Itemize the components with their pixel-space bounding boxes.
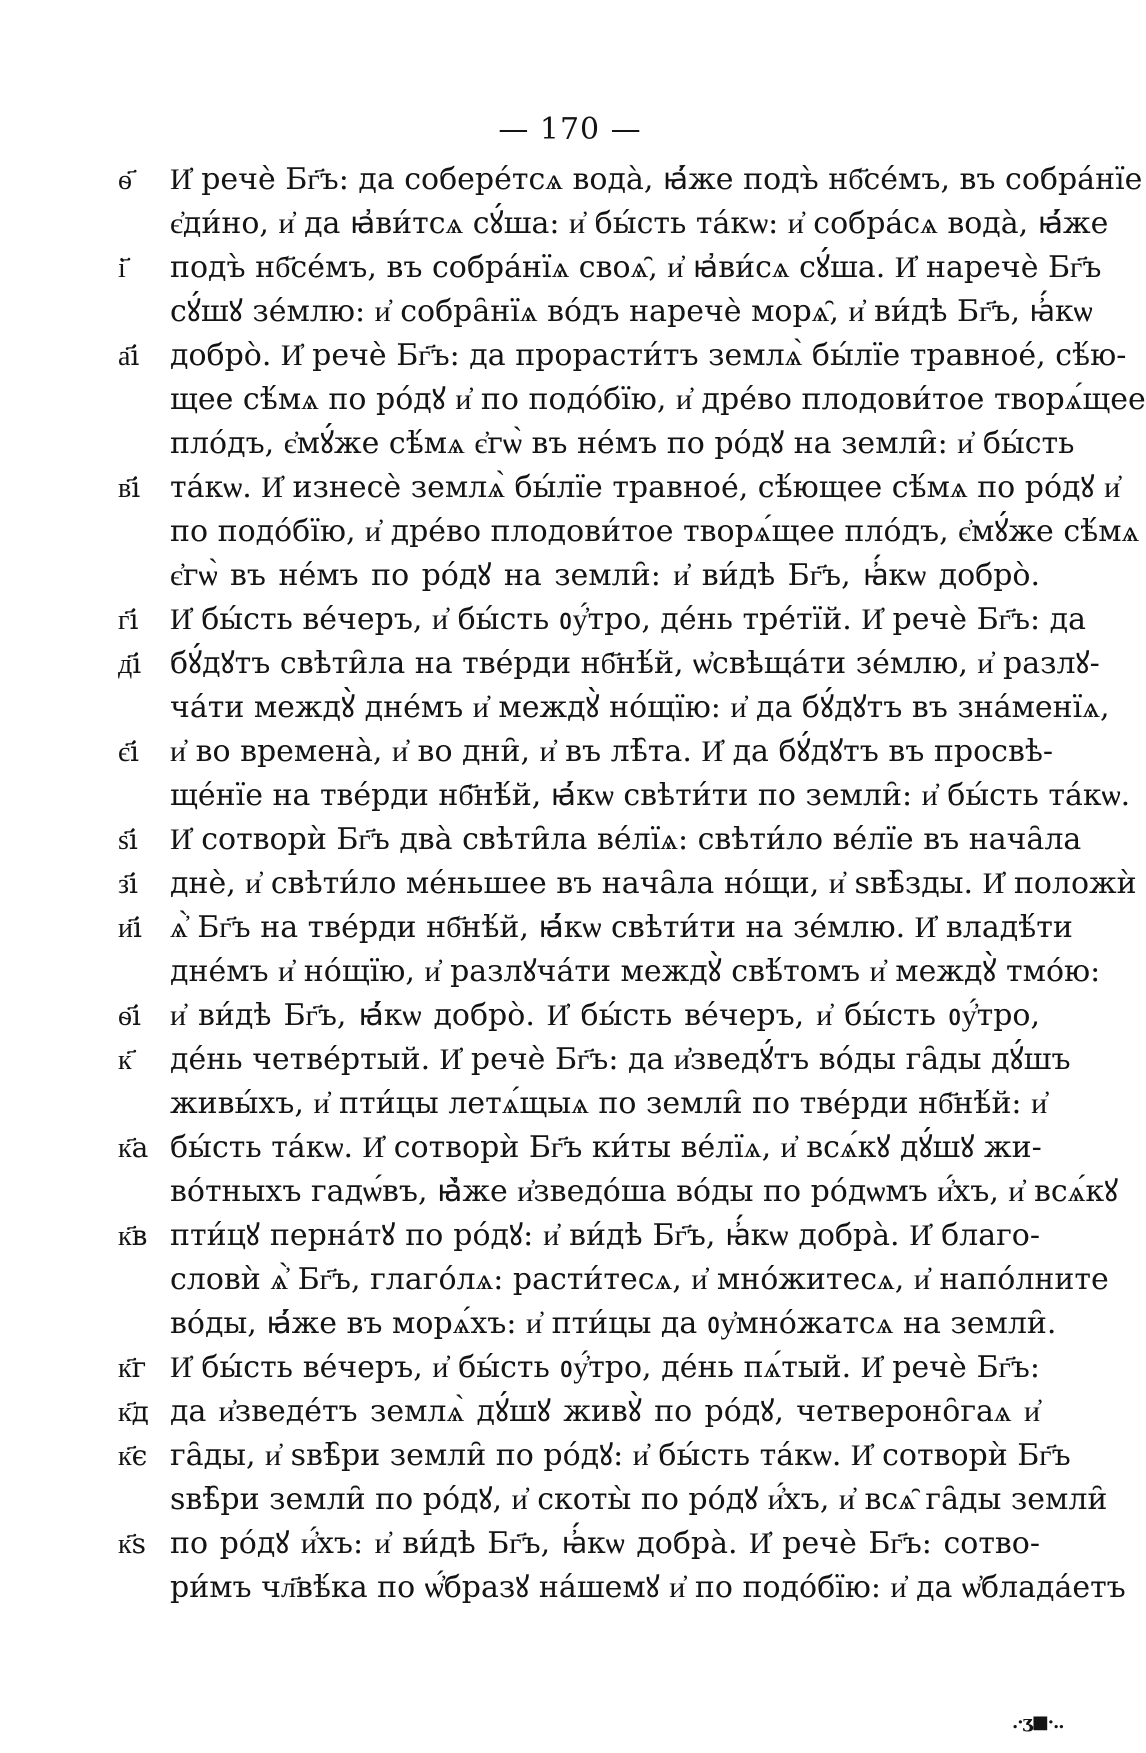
text-line: ча́ти междꙋ̀ дне́мъ и҆ междꙋ̀ но́щїю: и҆ да бꙋ́дꙋтъ въ зна́менїѧ, <box>170 690 1110 725</box>
verse-number: к҃д <box>118 1395 149 1428</box>
verse-number: д҃і <box>118 647 142 680</box>
text-line: во́тныхъ гадѡ́въ, ꙗ҆̀же и҆зведо́ша во́ды по ро́дѡмъ и҆́хъ, и҆ всѧ́кꙋ <box>170 1174 1119 1209</box>
verse-number: к҃ <box>118 1043 132 1076</box>
text-line: словѝ ѧ҆̀ Бг҃ъ, глаго́лѧ: расти́тесѧ, и҆ мно́житесѧ, и҆ напо́лните <box>170 1262 1109 1297</box>
text-line: живы́хъ, и҆ пти́цы летѧ́щыѧ по земли̑ по тве́рди нб҃нѣ́й: и҆ <box>170 1086 1048 1121</box>
verse-number: ѳ҃ <box>118 163 132 196</box>
text-line: та́кѡ. И҆ изнесѐ землѧ̀ бы́лїе травное́, сѣ́ющее сѣ́мѧ по ро́дꙋ и҆ <box>170 470 1121 505</box>
verse-number: к҃є <box>118 1439 148 1472</box>
text-line: во́ды, ꙗ҆́же въ морѧ́хъ: и҆ пти́цы да ᲂу҆мно́жатсѧ на земли̑. <box>170 1306 1057 1341</box>
verse-number <box>118 1081 160 1127</box>
text-line: и҆ ви́дѣ Бг҃ъ, ꙗ҆́кѡ добро̀. И҆ бы́сть ве́черъ, и҆ бы́сть ᲂу҆́тро, <box>170 998 1040 1033</box>
text-line: дне́мъ и҆ но́щїю, и҆ разлꙋча́ти междꙋ̀ свѣ́томъ и҆ междꙋ̀ тмо́ю: <box>170 954 1101 989</box>
verse-number: и҃і <box>118 911 142 944</box>
corner-mark: .·ʒ■·.. <box>1012 1712 1064 1733</box>
text-line: и҆ во времена̀, и҆ во дни̑, и҆ въ лѣ̑та. И҆ да бꙋ́дꙋтъ въ просвѣ- <box>170 734 1054 769</box>
text-line: И҆ бы́сть ве́черъ, и҆ бы́сть ᲂу҆́тро, де́нь тре́тїй. И҆ речѐ Бг҃ъ: да <box>170 602 1087 637</box>
verse-number: в҃і <box>118 471 141 504</box>
verse-number <box>118 289 160 335</box>
verse-number <box>118 1565 160 1611</box>
verse-number: к҃ѕ <box>118 1527 146 1560</box>
text-line: бы́сть та́кѡ. И҆ сотворѝ Бг҃ъ ки́ты ве́лїѧ, и҆ всѧ́кꙋ дꙋ́шꙋ жи- <box>170 1130 1042 1165</box>
text-line: га̑ды, и҆ ѕвѣ̑ри земли̑ по ро́дꙋ: и҆ бы́сть та́кѡ. И҆ сотворѝ Бг҃ъ <box>170 1438 1071 1473</box>
verse-number <box>118 553 160 599</box>
text-line: ри́мъ чл҃вѣ́ка по ѡ҆́бразꙋ на́шемꙋ и҆ по подо́бїю: и҆ да ѡ҆блада́етъ <box>170 1570 1126 1605</box>
text-line: де́нь четве́ртый. И҆ речѐ Бг҃ъ: да и҆зведꙋ́тъ во́ды га̑ды дꙋ́шъ <box>170 1042 1071 1077</box>
text-line: по ро́дꙋ и҆́хъ: и҆ ви́дѣ Бг҃ъ, ꙗ҆́кѡ добра̀. И҆ речѐ Бг҃ъ: сотво- <box>170 1526 1040 1561</box>
text-line: пти́цꙋ перна́тꙋ по ро́дꙋ: и҆ ви́дѣ Бг҃ъ, ꙗ҆́кѡ добра̀. И҆ благо- <box>170 1218 1040 1253</box>
verse-number: є҃і <box>118 735 139 768</box>
verse-number <box>118 1169 160 1215</box>
text-line: да и҆зведе́тъ землѧ̀ дꙋ́шꙋ живꙋ̀ по ро́дꙋ, четвероно̑гаѧ и҆ <box>170 1394 1040 1429</box>
text-line: ще́нїе на тве́рди нб҃нѣ́й, ꙗ҆́кѡ свѣти́ти по земли̑: и҆ бы́сть та́кѡ. <box>170 778 1131 813</box>
verse-number <box>118 377 160 423</box>
text-line: ѕвѣ̑ри земли̑ по ро́дꙋ, и҆ скоты̀ по ро́дꙋ и҆́хъ, и҆ всѧ̑ га̑ды земли̑ <box>170 1482 1108 1517</box>
text-line: бꙋ́дꙋтъ свѣти̑ла на тве́рди нб҃нѣ́й, ѡ҆свѣща́ти зе́млю, и҆ разлꙋ- <box>170 646 1100 681</box>
verse-number: ѕ҃і <box>118 823 138 856</box>
text-line: є҆ди́но, и҆ да ꙗ҆ви́тсѧ сꙋ́ша: и҆ бы́сть та́кѡ: и҆ собра́сѧ водà, ꙗ҆́же <box>170 206 1109 241</box>
text-line: щее сѣ́мѧ по ро́дꙋ и҆ по подо́бїю, и҆ дре́во плодови́тое творѧ́щее <box>170 382 1146 417</box>
verse-number: к҃г <box>118 1351 147 1384</box>
verse-number: і҃ <box>118 251 126 284</box>
text-line: ѧ҆̀ Бг҃ъ на тве́рди нб҃нѣ́й, ꙗ҆́кѡ свѣти́ти на зе́млю. И҆ владѣ́ти <box>170 910 1073 945</box>
text-line: И҆ бы́сть ве́черъ, и҆ бы́сть ᲂу҆́тро, де́нь пѧ́тый. И҆ речѐ Бг҃ъ: <box>170 1350 1040 1385</box>
text-line: сꙋ́шꙋ зе́млю: и҆ собра̑нїѧ во́дъ наречѐ морѧ̑, и҆ ви́дѣ Бг҃ъ, ꙗ҆́кѡ <box>170 294 1093 329</box>
text-line: днѐ, и҆ свѣти́ло ме́ньшее въ нача̑ла но́щи, и҆ ѕвѣ̑зды. И҆ положѝ <box>170 866 1137 901</box>
text-line: добро̀. И҆ речѐ Бг҃ъ: да прорасти́тъ землѧ̀ бы́лїе травное́, сѣ́ю- <box>170 338 1127 373</box>
verse-number <box>118 1301 160 1347</box>
text-line: подъ̀ нб҃се́мъ, въ собра́нїѧ своѧ̑, и҆ ꙗ҆ви́сѧ сꙋ́ша. И҆ наречѐ Бг҃ъ <box>170 250 1102 285</box>
verse-number <box>118 685 160 731</box>
page-number: — 170 — <box>498 112 642 147</box>
verse-number: а҃і <box>118 339 140 372</box>
verse-number <box>118 1257 160 1303</box>
verse-number <box>118 1477 160 1523</box>
text-line: И҆ сотворѝ Бг҃ъ два̀ свѣти̑ла ве́лїѧ: свѣти́ло ве́лїе въ нача̑ла <box>170 822 1082 857</box>
verse-number <box>118 509 160 555</box>
verse-number: ѳ҃і <box>118 999 141 1032</box>
verse-number: к҃а <box>118 1131 149 1164</box>
verse-number <box>118 773 160 819</box>
text-line: є҆гѡ̀ въ не́мъ по ро́дꙋ на земли̑: и҆ ви́дѣ Бг҃ъ, ꙗ҆́кѡ добро̀. <box>170 558 1040 593</box>
text-line: пло́дъ, є҆мꙋ́же сѣ́мѧ є҆гѡ̀ въ не́мъ по ро́дꙋ на земли̑: и҆ бы́сть <box>170 426 1075 461</box>
verse-number: з҃і <box>118 867 139 900</box>
verse-number <box>118 421 160 467</box>
verse-number: г҃і <box>118 603 139 636</box>
text-line: И҆ речѐ Бг҃ъ: да соберéтсѧ водà, ꙗ҆́же подъ̀ нб҃се́мъ, въ собра́нїе <box>170 162 1143 197</box>
verse-number: к҃в <box>118 1219 148 1252</box>
text-line: по подо́бїю, и҆ дре́во плодови́тое творѧ́щее пло́дъ, є҆мꙋ́же сѣ́мѧ <box>170 514 1140 549</box>
verse-number <box>118 201 160 247</box>
verse-number <box>118 949 160 995</box>
